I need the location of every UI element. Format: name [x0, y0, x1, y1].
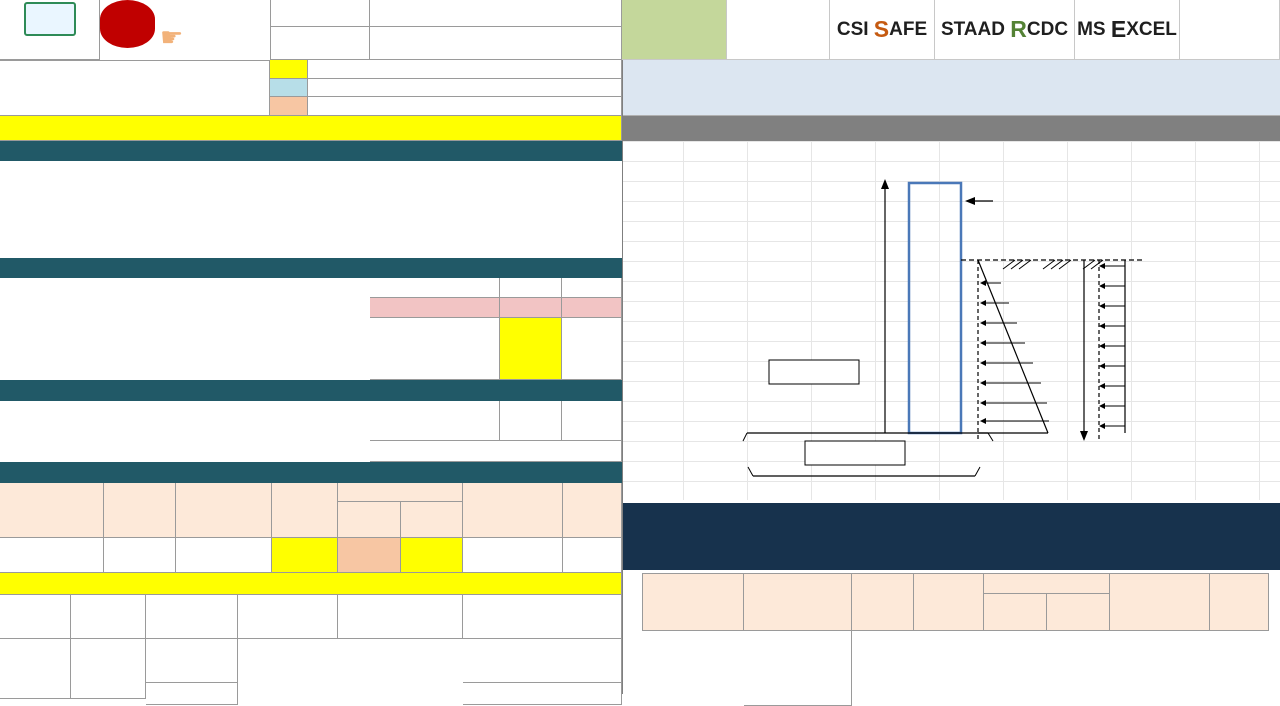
- contact-value: [370, 27, 622, 60]
- section-flexural: [0, 462, 622, 483]
- details-head-provided: [1047, 594, 1110, 631]
- provided-depth-label: [370, 318, 500, 380]
- backfill-arrows: [985, 283, 1049, 421]
- flex-head-dia: [272, 483, 338, 538]
- output-location-earth: [146, 639, 238, 683]
- details-head-required: [984, 594, 1047, 631]
- curtailment-blank: [370, 441, 622, 462]
- output-depth: [71, 639, 146, 699]
- tab-training[interactable]: [622, 0, 727, 60]
- ground-hatch: [1003, 260, 1103, 269]
- main-title: [0, 116, 622, 141]
- pointing-hand-icon: ☛: [160, 22, 184, 52]
- curtailment-moment-value: [500, 401, 562, 441]
- legend-edit-swatch: [270, 60, 308, 79]
- section-curtailment: [0, 380, 622, 401]
- pressure-triangle: [978, 260, 1048, 433]
- output-head-vertical: [338, 595, 463, 639]
- output-title: [0, 573, 622, 595]
- provided-depth-unit: [562, 318, 622, 380]
- flex-ast-minimum: [176, 538, 272, 573]
- mat-footing-box: [805, 441, 905, 465]
- output-height: [0, 639, 71, 699]
- overall-depth-unit: [562, 298, 622, 318]
- training-contact-label: [270, 27, 370, 60]
- flex-head-ast-minimum: [176, 483, 272, 538]
- output-head-horizontal: [463, 595, 622, 639]
- overall-depth-value: [500, 298, 562, 318]
- basement-box: [769, 360, 859, 384]
- flex-provided[interactable]: [401, 538, 463, 573]
- flex-head-spacing: [338, 483, 463, 502]
- output-horizontal-earth: [463, 639, 622, 683]
- section-input-data: [0, 141, 622, 161]
- banner-title: [623, 60, 1280, 116]
- overall-depth-label: [370, 298, 500, 318]
- flex-head-position: [0, 483, 104, 538]
- details-head-ast: [852, 573, 914, 631]
- design-details-header: [623, 503, 1280, 570]
- flex-rebar: [463, 538, 563, 573]
- details-head-spacing: [984, 573, 1110, 594]
- tab-staad-rcdc[interactable]: STAAD R CDC: [935, 0, 1075, 60]
- backfill-arrowheads: [980, 280, 986, 424]
- flex-position: [0, 538, 104, 573]
- flex-dia[interactable]: [272, 538, 338, 573]
- flex-location: [563, 538, 622, 573]
- flex-head-required: [338, 502, 401, 538]
- basement-wall-diagram: [623, 141, 1280, 500]
- legend-edit-text: [308, 60, 622, 79]
- details-head-rebar: [1110, 573, 1210, 631]
- legend-check-text: [308, 79, 622, 97]
- output-head-height: [0, 595, 71, 639]
- logo-mark: [24, 2, 76, 36]
- output-head-location: [146, 595, 238, 639]
- curtailment-moment-label: [370, 401, 500, 441]
- tab-csi-safe[interactable]: CSI S AFE: [830, 0, 935, 60]
- details-head-dia: [914, 573, 984, 631]
- output-location-inner: [146, 683, 238, 705]
- section-moment-calculation: [0, 258, 622, 278]
- required-depth-label: [370, 278, 500, 298]
- output-head-depth: [71, 595, 146, 639]
- curtailment-moment-unit: [562, 401, 622, 441]
- image-screen-header: [623, 116, 1280, 141]
- youtube-button[interactable]: [100, 0, 155, 48]
- legend-check-swatch: [270, 79, 308, 97]
- output-horizontal-inner: [463, 683, 622, 705]
- designation-value: [370, 0, 622, 27]
- details-head-location: [1210, 573, 1269, 631]
- howto-label: [0, 60, 270, 116]
- provided-depth-value[interactable]: [500, 318, 562, 380]
- tab-many-more[interactable]: [1180, 0, 1280, 60]
- required-depth-value: [500, 278, 562, 298]
- flex-head-provided: [401, 502, 463, 538]
- details-head-rf: [744, 573, 852, 631]
- tab-ms-excel[interactable]: MS E XCEL: [1075, 0, 1180, 60]
- flex-required: [338, 538, 401, 573]
- tab-csi-etabs[interactable]: [727, 0, 830, 60]
- legend-suggest-swatch: [270, 97, 308, 116]
- surcharge-arrows: [1103, 266, 1125, 426]
- wall-stem: [909, 183, 961, 433]
- details-rf-value: [744, 631, 852, 706]
- details-head-position: [642, 573, 744, 631]
- flex-head-ast-required: [104, 483, 176, 538]
- flex-ast-required: [104, 538, 176, 573]
- required-depth-unit: [562, 278, 622, 298]
- flex-head-rebar: [463, 483, 563, 538]
- legend-suggest-text: [308, 97, 622, 116]
- ssc-logo[interactable]: [0, 0, 100, 60]
- flex-head-location: [563, 483, 622, 538]
- output-head-base-top: [238, 595, 338, 639]
- designation-label: [270, 0, 370, 27]
